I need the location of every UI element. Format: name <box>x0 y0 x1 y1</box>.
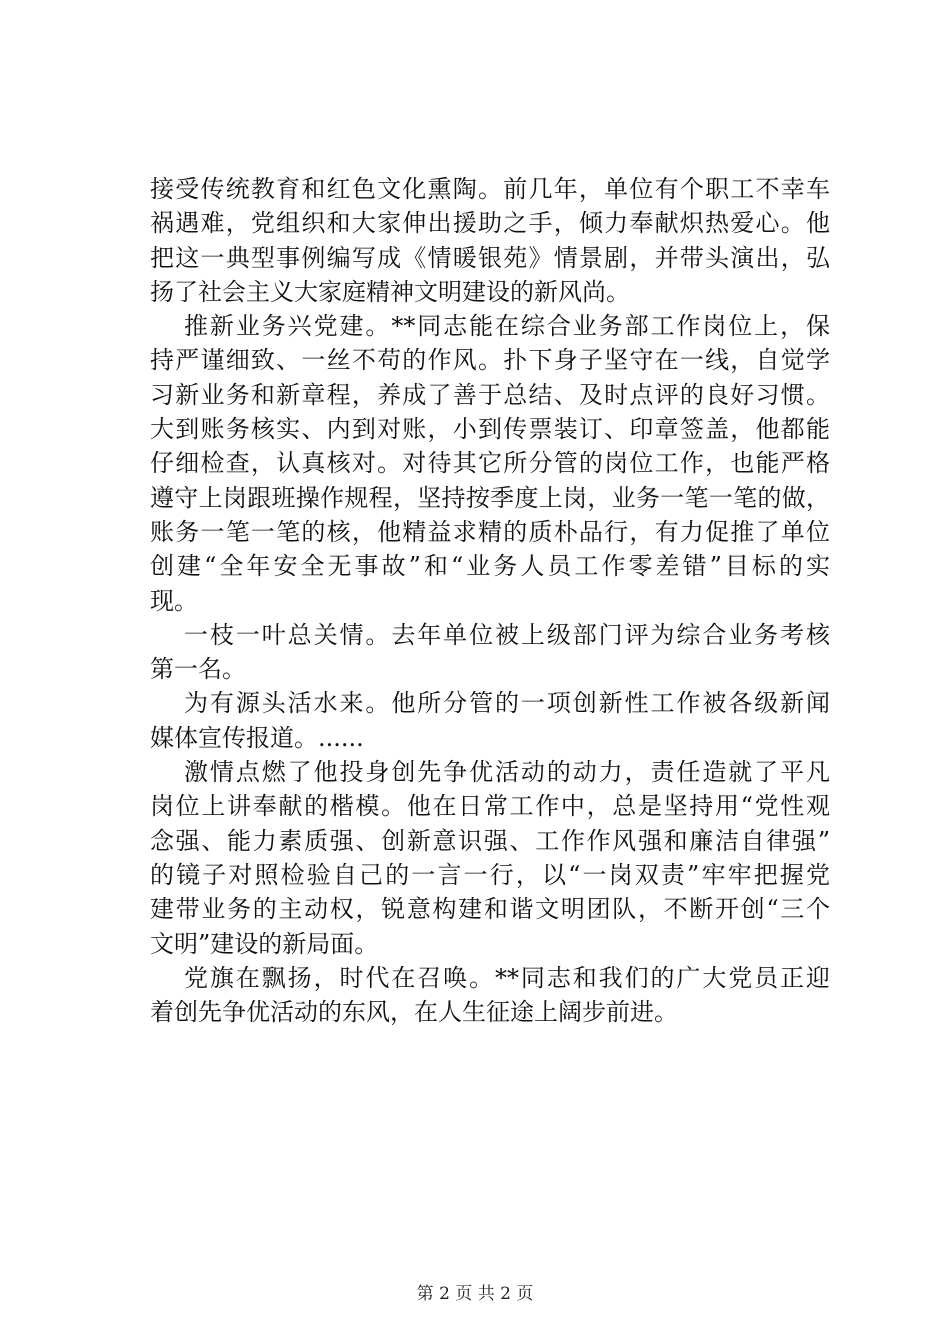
paragraph <box>150 755 830 961</box>
text-line: 念强、能力素质强、创新意识强、工作作风强和廉洁自律强” <box>150 826 830 855</box>
text-line: 着创先争优活动的东风，在人生征途上阔步前进。 <box>150 998 678 1027</box>
paragraph <box>150 961 830 1030</box>
text-line: 大到账务核实、内到对账，小到传票装订、印章签盖，他都能 <box>150 415 830 444</box>
text-line: 岗位上讲奉献的楷模。他在日常工作中，总是坚持用“党性观 <box>150 792 830 821</box>
text-line: 持严谨细致、一丝不苟的作风。扑下身子坚守在一线，自觉学 <box>150 346 830 375</box>
text-line: 党旗在飘扬，时代在召唤。**同志和我们的广大党员正迎 <box>184 963 830 992</box>
text-line: 激情点燃了他投身创先争优活动的动力，责任造就了平凡 <box>184 758 830 787</box>
text-line: 现。 <box>150 586 198 615</box>
text-line: 创建“全年安全无事故”和“业务人员工作零差错”目标的实 <box>150 552 830 581</box>
text-line: 仔细检查，认真核对。对待其它所分管的岗位工作，也能严格 <box>150 449 830 478</box>
paragraph <box>150 172 830 309</box>
document-body <box>150 172 830 1029</box>
text-line: 祸遇难，党组织和大家伸出援助之手，倾力奉献炽热爱心。他 <box>150 209 830 238</box>
text-line: 把这一典型事例编写成《情暖银苑》情景剧，并带头演出，弘 <box>150 243 830 272</box>
text-line: 习新业务和新章程，养成了善于总结、及时点评的良好习惯。 <box>150 380 830 409</box>
paragraph <box>150 309 830 618</box>
text-line: 账务一笔一笔的核，他精益求精的质朴品行，有力促推了单位 <box>150 517 830 546</box>
paragraph <box>150 618 830 687</box>
text-line: 扬了社会主义大家庭精神文明建设的新风尚。 <box>150 277 630 306</box>
text-line: 一枝一叶总关情。去年单位被上级部门评为综合业务考核 <box>184 620 830 649</box>
text-line: 遵守上岗跟班操作规程，坚持按季度上岗，业务一笔一笔的做， <box>150 483 830 512</box>
text-line: 文明”建设的新局面。 <box>150 929 379 958</box>
text-line: 的镜子对照检验自己的一言一行，以“一岗双责”牢牢把握党 <box>150 860 830 889</box>
text-line: 媒体宣传报道。...... <box>150 723 364 752</box>
text-line: 接受传统教育和红色文化熏陶。前几年，单位有个职工不幸车 <box>150 175 830 203</box>
text-line: 第一名。 <box>150 655 246 684</box>
page-footer: 第 2 页 共 2 页 <box>416 1284 534 1304</box>
text-line: 为有源头活水来。他所分管的一项创新性工作被各级新闻 <box>184 689 830 718</box>
text-line: 推新业务兴党建。**同志能在综合业务部工作岗位上，保 <box>184 312 830 341</box>
text-line: 建带业务的主动权，锐意构建和谐文明团队，不断开创“三个 <box>150 895 830 924</box>
paragraph <box>150 686 830 755</box>
